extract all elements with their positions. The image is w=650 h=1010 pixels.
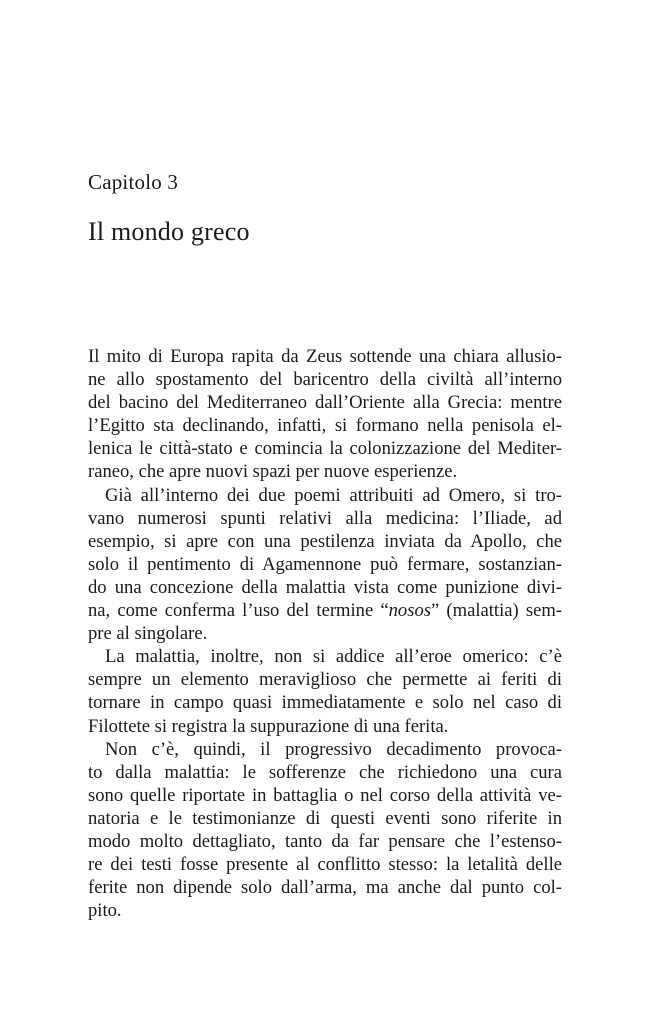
text-line: Filottete si registra la suppurazione di una ferita. — [88, 715, 449, 737]
text-line: ne allo spostamento del baricentro della civiltà all’interno — [88, 369, 562, 391]
chapter-title: Il mondo greco — [88, 217, 250, 246]
text-line: ferite non dipende solo dall’arma, ma anche dal punto col- — [88, 877, 562, 899]
text-line: natoria e le testimonianze di questi eventi sono riferite in — [88, 807, 562, 829]
text-line: l’Egitto sta declinando, infatti, si formano nella penisola el- — [88, 415, 562, 437]
text-line: re dei testi fosse presente al conflitto stesso: la letalità delle — [88, 854, 562, 876]
text-line: sempre un elemento meraviglioso che permette ai feriti di — [88, 669, 562, 691]
text-line: modo molto dettagliato, tanto da far pensare che l’estenso- — [88, 830, 562, 852]
text-line: lenica le città-stato e comincia la colonizzazione del Mediter- — [88, 438, 562, 460]
text-line: esempio, si apre con una pestilenza inviata da Apollo, che — [88, 530, 562, 552]
chapter-number: Capitolo 3 — [88, 170, 179, 194]
italic-term: nosos — [388, 600, 431, 622]
text-line: sono quelle riportate in battaglia o nel corso della attività ve- — [88, 784, 562, 806]
text-line: pito. — [88, 900, 122, 922]
text-line: pre al singolare. — [88, 623, 208, 645]
text-line: to dalla malattia: le sofferenze che richiedono una cura — [88, 761, 562, 783]
text-segment: ” (malattia) sem- — [431, 600, 563, 622]
text-line: Non c’è, quindi, il progressivo decadimento provoca- — [105, 738, 562, 760]
text-line: Il mito di Europa rapita da Zeus sottende una chiara allusio- — [88, 346, 562, 367]
text-segment: na, come conferma l’uso del termine “ — [88, 600, 389, 622]
text-line: del bacino del Mediterraneo dall’Oriente alla Grecia: mentre — [88, 392, 562, 414]
text-line: raneo, che apre nuovi spazi per nuove esperienze. — [88, 461, 458, 483]
text-line: solo il pentimento di Agamennone può fermare, sostanzian- — [88, 553, 562, 575]
text-line — [88, 599, 562, 622]
text-line: tornare in campo quasi immediatamente e solo nel caso di — [88, 692, 562, 714]
body-text — [88, 345, 562, 922]
text-line: vano numerosi spunti relativi alla medicina: l’Iliade, ad — [88, 507, 562, 529]
text-line: do una concezione della malattia vista come punizione divi- — [88, 576, 562, 598]
text-line: La malattia, inoltre, non si addice all’eroe omerico: c’è — [105, 646, 562, 668]
text-line: Già all’interno dei due poemi attribuiti ad Omero, si tro- — [105, 484, 562, 506]
